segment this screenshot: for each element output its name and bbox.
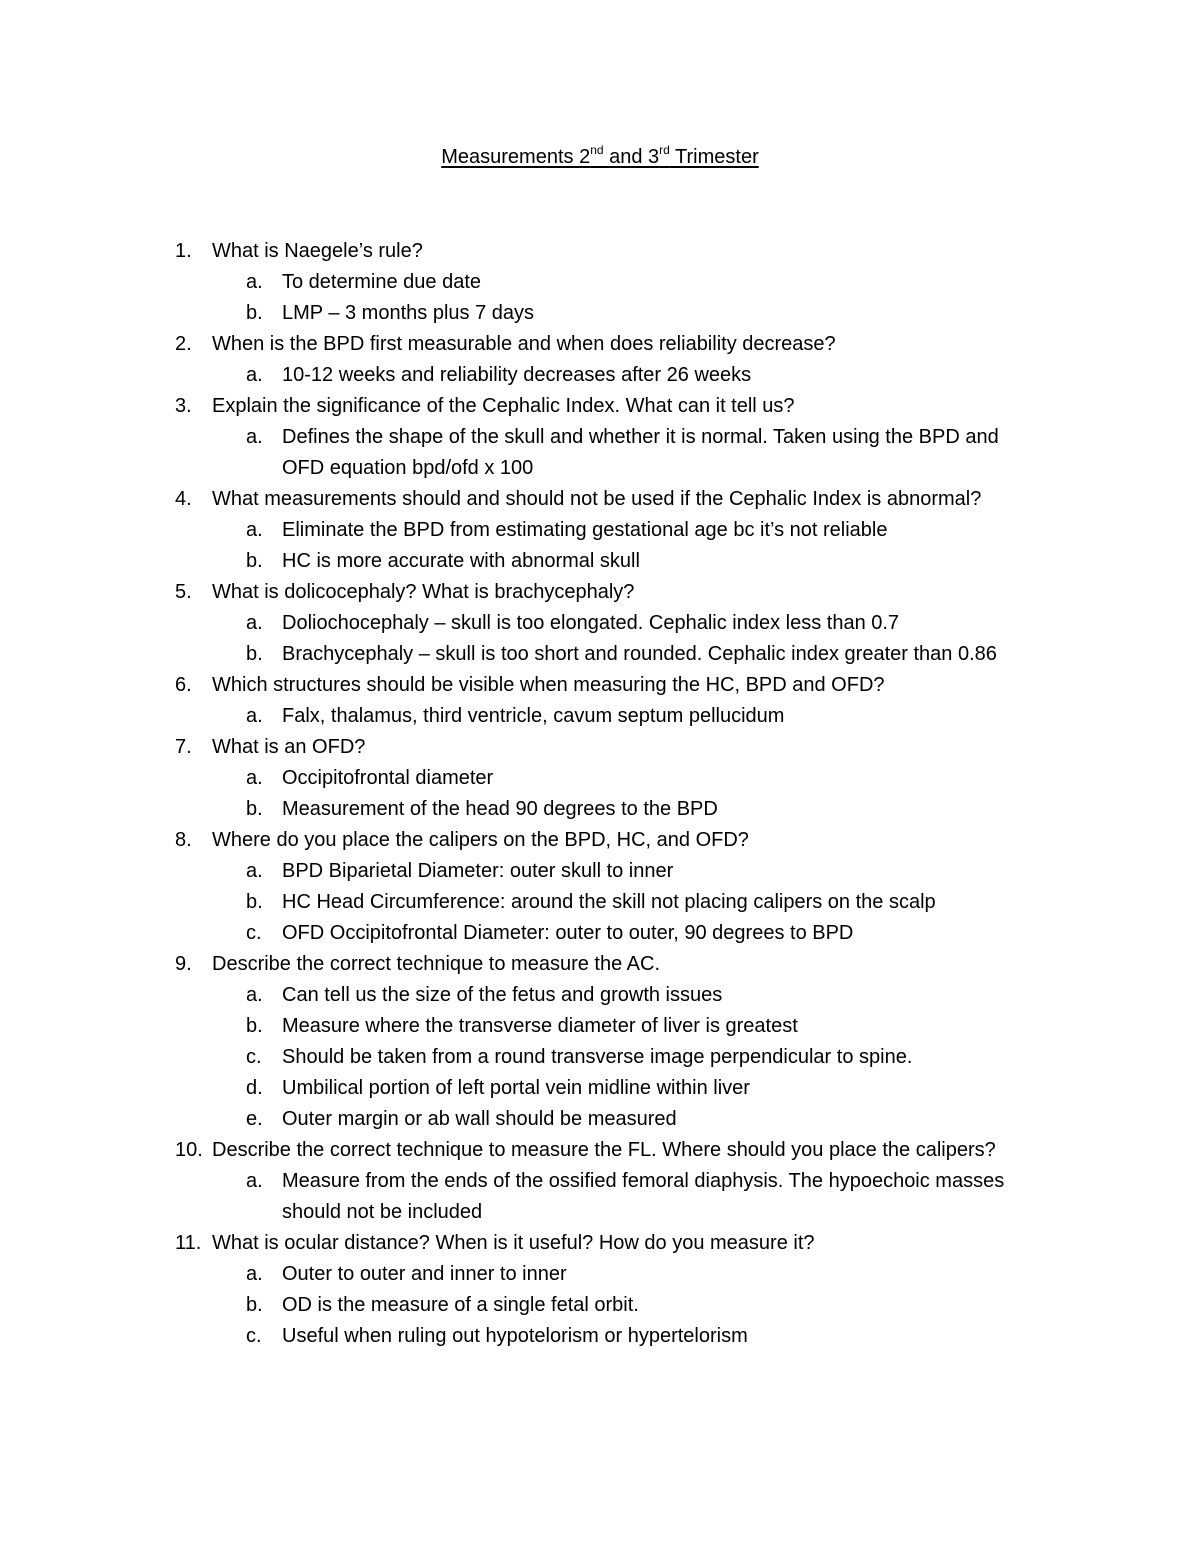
answer-text: BPD Biparietal Diameter: outer skull to inner [282,860,674,882]
answer-item [0,298,1200,329]
answer-item [0,1321,1200,1352]
answer-letter: a. [246,519,263,541]
answer-text: HC is more accurate with abnormal skull [282,550,640,572]
question-item [0,1228,1200,1259]
answer-text: OD is the measure of a single fetal orbit. [282,1294,639,1316]
answer-letter: a. [246,612,263,634]
answer-item [0,763,1200,794]
answer-item [0,1166,1200,1197]
answer-item [0,546,1200,577]
answer-text: OFD equation bpd/ofd x 100 [282,457,534,479]
answer-item [0,639,1200,670]
question-number: 3. [175,395,192,417]
question-text: What is dolicocephaly? What is brachycephaly? [212,581,635,603]
answer-text: HC Head Circumference: around the skill not placing calipers on the scalp [282,891,936,913]
answer-text: Defines the shape of the skull and whether it is normal. Taken using the BPD and [282,426,999,448]
answer-text: Measure where the transverse diameter of liver is greatest [282,1015,798,1037]
question-number: 7. [175,736,192,758]
question-item [0,825,1200,856]
question-text: What is an OFD? [212,736,366,758]
question-number: 9. [175,953,192,975]
answer-letter: c. [246,1325,262,1347]
question-item [0,1135,1200,1166]
question-item [0,732,1200,763]
answer-text: Measure from the ends of the ossified femoral diaphysis. The hypoechoic masses [282,1170,1005,1192]
question-item [0,236,1200,267]
answer-continuation [0,453,1200,484]
answer-text: Brachycephaly – skull is too short and rounded. Cephalic index greater than 0.86 [282,643,997,665]
answer-letter: e. [246,1108,263,1130]
answer-continuation [0,1197,1200,1228]
answer-letter: c. [246,1046,262,1068]
answer-item [0,1073,1200,1104]
question-item [0,329,1200,360]
answer-text: Can tell us the size of the fetus and growth issues [282,984,723,1006]
question-text: Describe the correct technique to measure the AC. [212,953,661,975]
answer-text: Occipitofrontal diameter [282,767,494,789]
title-sup-rd: rd [659,143,670,158]
question-item [0,391,1200,422]
answer-item [0,422,1200,453]
answer-text: 10-12 weeks and reliability decreases after 26 weeks [282,364,752,386]
title-part-post: Trimester [669,146,759,168]
question-item [0,670,1200,701]
answer-letter: b. [246,1294,263,1316]
question-text: Which structures should be visible when measuring the HC, BPD and OFD? [212,674,885,696]
title-sup-nd: nd [590,143,604,158]
answer-letter: b. [246,891,263,913]
answer-text: Outer margin or ab wall should be measured [282,1108,677,1130]
answer-item [0,515,1200,546]
question-text: When is the BPD first measurable and when does reliability decrease? [212,333,836,355]
answer-letter: b. [246,1015,263,1037]
answer-letter: a. [246,271,263,293]
question-number: 10. [175,1139,203,1161]
answer-text: Eliminate the BPD from estimating gestational age bc it’s not reliable [282,519,888,541]
answer-letter: a. [246,767,263,789]
answer-text: should not be included [282,1201,483,1223]
answer-item [0,1011,1200,1042]
question-number: 4. [175,488,192,510]
answer-item [0,267,1200,298]
answer-item [0,1290,1200,1321]
answer-text: Outer to outer and inner to inner [282,1263,567,1285]
answer-item [0,856,1200,887]
question-number: 11. [175,1232,202,1254]
page-title [0,143,1200,171]
answer-text: Useful when ruling out hypotelorism or hypertelorism [282,1325,748,1347]
answer-text: Falx, thalamus, third ventricle, cavum septum pellucidum [282,705,785,727]
question-text: What measurements should and should not be used if the Cephalic Index is abnormal? [212,488,982,510]
answer-text: LMP – 3 months plus 7 days [282,302,534,324]
answer-letter: a. [246,426,263,448]
question-number: 8. [175,829,192,851]
answer-text: OFD Occipitofrontal Diameter: outer to outer, 90 degrees to BPD [282,922,854,944]
question-text: Explain the significance of the Cephalic Index. What can it tell us? [212,395,795,417]
question-number: 5. [175,581,192,603]
question-text: What is ocular distance? When is it useful? How do you measure it? [212,1232,815,1254]
answer-item [0,980,1200,1011]
answer-letter: b. [246,798,263,820]
question-number: 2. [175,333,192,355]
answer-letter: a. [246,705,263,727]
answer-text: To determine due date [282,271,482,293]
answer-letter: b. [246,643,263,665]
answer-item [0,701,1200,732]
title-part-pre: Measurements 2 [441,146,591,168]
answer-item [0,1042,1200,1073]
answer-item [0,1259,1200,1290]
question-item [0,484,1200,515]
answer-letter: a. [246,984,263,1006]
answer-letter: a. [246,364,263,386]
question-item [0,577,1200,608]
answer-letter: a. [246,1263,263,1285]
question-text: Describe the correct technique to measure the FL. Where should you place the calipers? [212,1139,996,1161]
answer-letter: a. [246,860,263,882]
title-part-mid: and 3 [603,146,660,168]
question-list [0,236,1200,1352]
question-text: What is Naegele’s rule? [212,240,423,262]
answer-item [0,1104,1200,1135]
question-item [0,949,1200,980]
answer-letter: c. [246,922,262,944]
answer-item [0,887,1200,918]
answer-text: Doliochocephaly – skull is too elongated. Cephalic index less than 0.7 [282,612,900,634]
answer-letter: d. [246,1077,263,1099]
question-number: 6. [175,674,192,696]
answer-text: Measurement of the head 90 degrees to the BPD [282,798,718,820]
answer-text: Should be taken from a round transverse image perpendicular to spine. [282,1046,913,1068]
answer-item [0,918,1200,949]
answer-item [0,794,1200,825]
answer-letter: a. [246,1170,263,1192]
answer-item [0,360,1200,391]
answer-item [0,608,1200,639]
answer-letter: b. [246,302,263,324]
answer-letter: b. [246,550,263,572]
answer-text: Umbilical portion of left portal vein midline within liver [282,1077,750,1099]
question-number: 1. [175,240,192,262]
question-text: Where do you place the calipers on the BPD, HC, and OFD? [212,829,749,851]
